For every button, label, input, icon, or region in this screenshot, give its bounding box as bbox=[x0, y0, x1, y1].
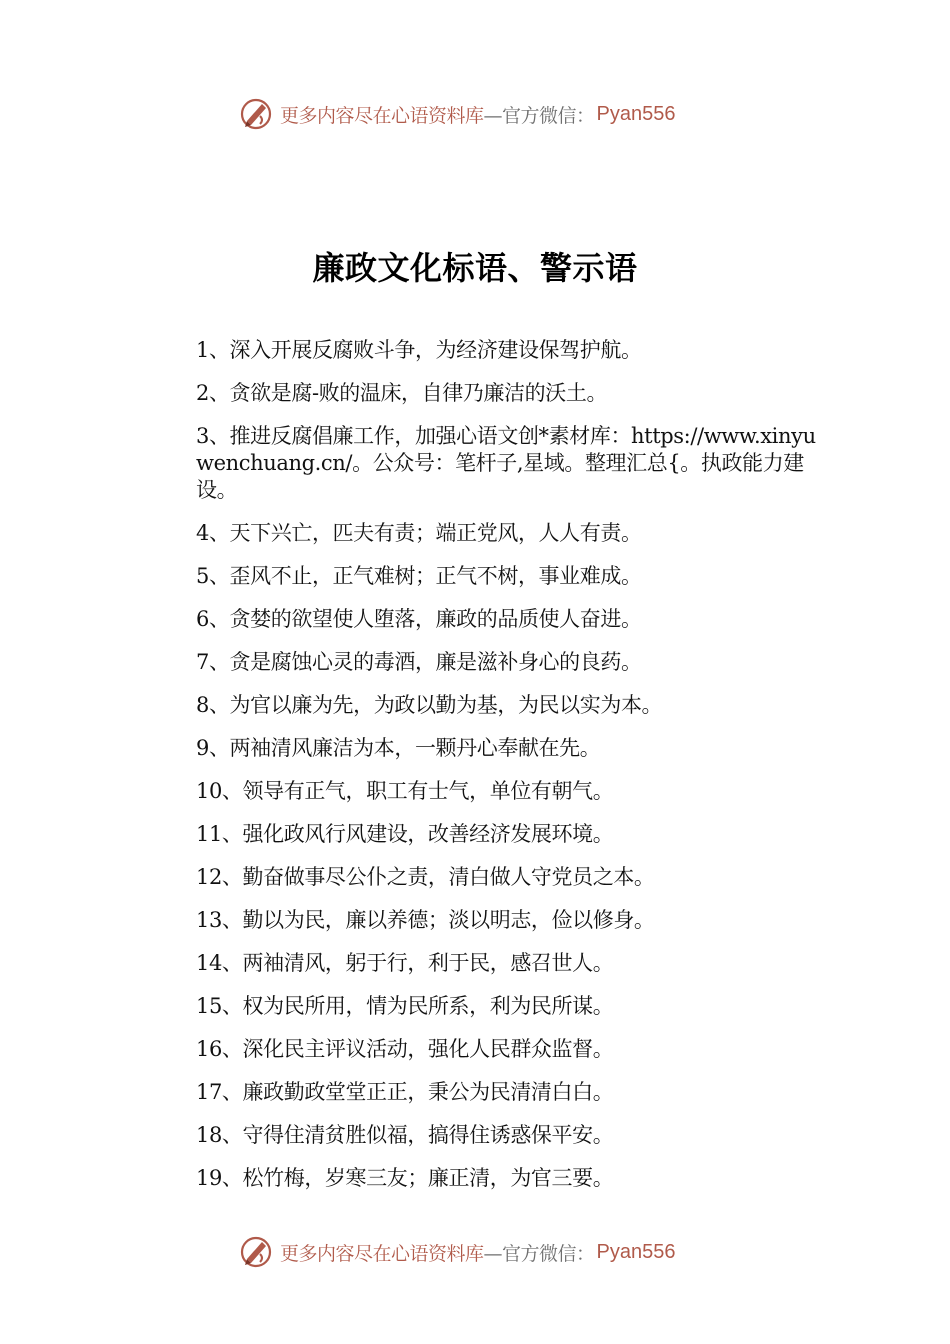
banner-wechat-label: —官方微信： bbox=[483, 1242, 595, 1265]
list-item: 13、勤以为民，廉以养德；淡以明志，俭以修身。 bbox=[196, 908, 655, 932]
list-item: 12、勤奋做事尽公仆之责，清白做人守党员之本。 bbox=[196, 865, 655, 889]
page-title: 廉政文化标语、警示语 bbox=[312, 249, 638, 288]
list-item: 17、廉政勤政堂堂正正，秉公为民清清白白。 bbox=[196, 1080, 614, 1104]
list-item: 7、贪是腐蚀心灵的毒酒，廉是滋补身心的良药。 bbox=[196, 650, 642, 674]
banner-text: 更多内容尽在心语资料库 bbox=[280, 104, 484, 127]
footer-banner bbox=[238, 1232, 676, 1272]
list-item: 16、深化民主评议活动，强化人民群众监督。 bbox=[196, 1037, 614, 1061]
list-item: 1、深入开展反腐败斗争，为经济建设保驾护航。 bbox=[196, 338, 642, 362]
list-item: 2、贪欲是腐-败的温床，自律乃廉洁的沃土。 bbox=[196, 381, 608, 405]
list-item: 11、强化政风行风建设，改善经济发展环境。 bbox=[196, 822, 614, 846]
banner-wechat-label: —官方微信： bbox=[483, 104, 595, 127]
list-item: 5、歪风不止，正气难树；正气不树，事业难成。 bbox=[196, 564, 642, 588]
banner-wechat-id: Pyan556 bbox=[596, 1240, 676, 1263]
list-item: 9、两袖清风廉洁为本，一颗丹心奉献在先。 bbox=[196, 736, 601, 760]
slogan-list bbox=[196, 337, 832, 1208]
list-item: 6、贪婪的欲望使人堕落，廉政的品质使人奋进。 bbox=[196, 607, 642, 631]
list-item: 4、天下兴亡，匹夫有责；端正党风，人人有责。 bbox=[196, 521, 642, 545]
banner-text: 更多内容尽在心语资料库 bbox=[280, 1242, 484, 1265]
banner-wechat-id: Pyan556 bbox=[596, 102, 676, 125]
list-item: 15、权为民所用，情为民所系，利为民所谋。 bbox=[196, 994, 614, 1018]
pen-logo-icon bbox=[238, 1234, 274, 1270]
header-banner bbox=[238, 94, 676, 134]
list-item: 19、松竹梅，岁寒三友；廉正清，为官三要。 bbox=[196, 1166, 614, 1190]
list-item: 3、推进反腐倡廉工作，加强心语文创*素材库：https://www.xinyuwenchuang.cn/。公众号：笔杆子,星域。整理汇总{。执政能力建设。 bbox=[196, 424, 816, 502]
list-item: 10、领导有正气，职工有士气，单位有朝气。 bbox=[196, 779, 614, 803]
list-item: 18、守得住清贫胜似福，搞得住诱惑保平安。 bbox=[196, 1123, 614, 1147]
list-item: 8、为官以廉为先，为政以勤为基，为民以实为本。 bbox=[196, 693, 663, 717]
pen-logo-icon bbox=[238, 96, 274, 132]
list-item: 14、两袖清风，躬于行，利于民，感召世人。 bbox=[196, 951, 614, 975]
